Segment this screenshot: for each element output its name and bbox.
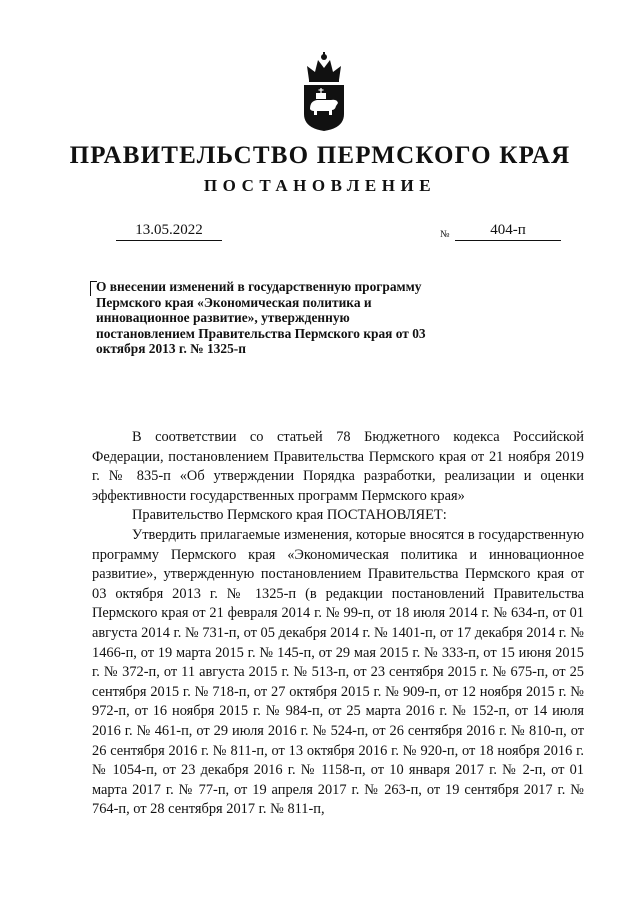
perm-krai-coat-of-arms-icon	[301, 52, 347, 132]
document-number: 404-п	[455, 220, 561, 241]
body-paragraph-approve: Утвердить прилагаемые изменения, которые вносятся в государственную программу Пермского края «Экономическая политика и инновационное развитие», утвержденную постановлением Правительства Пермского края от 03 октября 2013 г. № 1325-п (в редакции постановлений Правительства Пермского края от 21 февраля 2014 г. № 99-п, от 18 июля 2014 г. № 634-п, от 01 августа 2014 г. № 731-п, от 05 декабря 2014 г. № 1401-п, от 17 декабря 2014 г. № 1466-п, от 19 марта 2015 г. № 145-п, от 29 мая 2015 г. № 333-п, от 15 июня 2015 г. № 372-п, от 11 августа 2015 г. № 513-п, от 23 сентября 2015 г. № 675-п, от 25 сентября 2015 г. № 718-п, от 27 октября 2015 г. № 909-п, от 12 ноября 2015 г. № 972-п, от 16 ноября 2015 г. № 984-п, от 25 марта 2016 г. № 152-п, от 14 июля 2016 г. № 461-п, от 29 июля 2016 г. № 524-п, от 26 сентября 2016 г. № 810-п, от 26 сентября 2016 г. № 811-п, от 13 октября 2016 г. № 920-п, от 18 ноября 2016 г. № 1054-п, от 23 декабря 2016 г. № 1158-п, от 10 января 2017 г. № 2-п, от 01 марта 2017 г. № 77-п, от 19 апреля 2017 г. № 263-п, от 19 сентября 2017 г. № 764-п, от 28 сентября 2017 г. № 811-п,	[92, 526, 584, 818]
body-paragraph-resolves: Правительство Пермского края ПОСТАНОВЛЯЕТ:	[132, 507, 447, 524]
government-title: ПРАВИТЕЛЬСТВО ПЕРМСКОГО КРАЯ	[69, 142, 571, 169]
document-body	[92, 428, 584, 820]
number-label: №	[440, 229, 450, 240]
document-type: ПОСТАНОВЛЕНИЕ	[203, 176, 437, 195]
document-date: 13.05.2022	[116, 220, 222, 241]
document-subject: О внесении изменений в государственную программу Пермского края «Экономическая политика и инновационное развитие», утвержденную постановлением Правительства Пермского края от 03 октября 2013 г. № 1325-п	[96, 279, 426, 356]
body-paragraph-basis: В соответствии со статьей 78 Бюджетного кодекса Российской Федерации, постановлением Правительства Пермского края от 21 ноября 2019 г. № 835-п «Об утверждении Порядка разработки, реализации и оценки эффективности государственных программ Пермского края»	[92, 429, 584, 504]
